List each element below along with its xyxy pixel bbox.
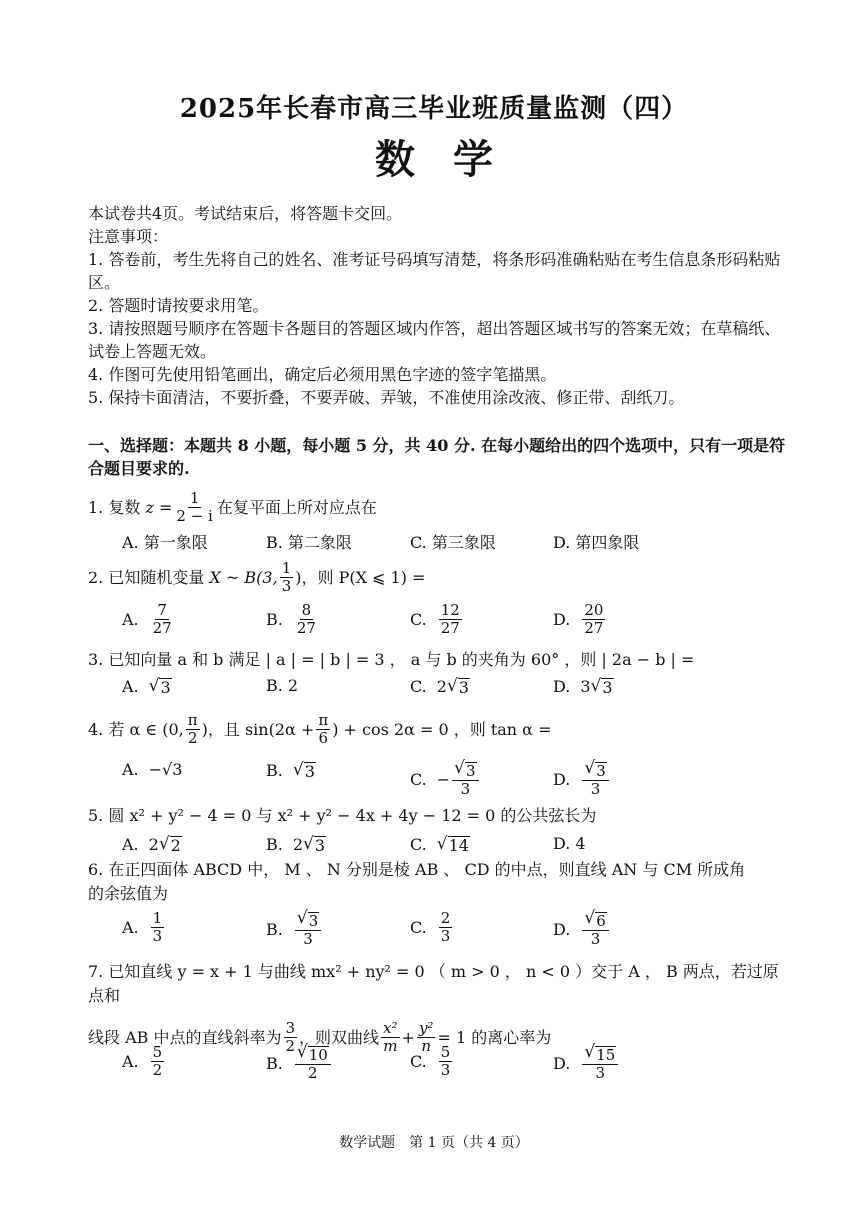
q4-c-den: 3 [460, 780, 471, 798]
q6-c-num: 2 [440, 909, 451, 927]
q2-expr: X ~ B(3, [209, 567, 278, 587]
q2-b-den: 27 [296, 619, 316, 637]
q3-option-d: D. 3 √ 3 [553, 676, 613, 697]
q2-prefix: 2. 已知随机变量 [88, 567, 205, 587]
notice-title: 注意事项： [88, 227, 169, 246]
q4-option-b: B. √ 3 [266, 760, 315, 781]
option-label: C. [410, 610, 427, 629]
q2-c-den: 27 [440, 619, 460, 637]
q1-option-b: B. 第二象限 [266, 533, 352, 552]
q4-b-radicand: 3 [304, 762, 315, 781]
option-label: B. [266, 919, 283, 939]
option-label: D. [553, 919, 571, 939]
q2-d-num: 20 [584, 601, 604, 619]
q2-d-den: 27 [584, 619, 604, 637]
q7-hx-num: x² [383, 1019, 398, 1037]
q6-a-num: 1 [152, 909, 163, 927]
q5-a-coef: 2 [148, 834, 159, 854]
q7-slope-den: 2 [285, 1037, 296, 1055]
option-label: D. [553, 610, 571, 629]
q6-line-2: 的余弦值为 [88, 884, 169, 903]
q4-option-d: D. √ 3 3 [553, 760, 611, 798]
q2-num: 1 [281, 559, 292, 577]
q1-prefix: 1. 复数 [88, 497, 141, 517]
q5-option-c: C. √ 14 [410, 834, 469, 855]
q7-option-a [122, 1044, 166, 1079]
q1-var: z = [145, 497, 173, 517]
q7-slope-num: 3 [285, 1019, 296, 1037]
q7-line-1: 7. 已知直线 y = x + 1 与曲线 mx² + ny² = 0 （ m > 0 ， n < 0 ）交于 A ， B 两点，若过原点和 [88, 962, 779, 1005]
q6-a-den: 3 [152, 927, 163, 945]
q1-option-a: A. 第一象限 [122, 533, 208, 552]
q5-b-radicand: 3 [314, 836, 326, 855]
option-label: A. [122, 610, 139, 629]
q1-stem: 在复平面上所对应点在 [216, 497, 377, 517]
question-2 [88, 560, 788, 595]
q2-a-den: 27 [152, 619, 172, 637]
q2-den: 3 [281, 577, 292, 595]
q5-option-a: A. 2 √ 2 [122, 834, 181, 855]
q4-prefix: 4. 若 α ∈ (0, [88, 719, 184, 739]
question-4 [88, 712, 788, 747]
q7-line2-post: = 1 的离心率为 [437, 1027, 552, 1047]
q7-line2-prefix: 线段 AB 中点的直线斜率为 [88, 1027, 282, 1047]
q6-option-c [410, 910, 454, 945]
q4-den: 2 [187, 729, 198, 747]
q4-c-sign: − [436, 769, 451, 789]
q7-d-num: 15 [596, 1046, 616, 1064]
q7-option-d: D. √ 15 3 [553, 1044, 620, 1082]
notice-item-3: 3. 请按照题号顺序在答题卡各题目的答题区域内作答，超出答题区域书写的答案无效；在草稿纸、试卷上答题无效。 [88, 319, 781, 361]
q7-option-c [410, 1044, 454, 1079]
q1-den: 2 − i [176, 507, 213, 525]
q4-option-c: C. − √ 3 3 [410, 760, 481, 798]
q2-option-c [410, 602, 464, 637]
question-7 [88, 960, 788, 1055]
q3-option-b [266, 676, 308, 695]
q7-a-den: 2 [152, 1061, 163, 1079]
q7-hy-den: n [421, 1037, 432, 1055]
q7-d-den: 3 [595, 1064, 606, 1082]
q4-option-a [122, 760, 182, 779]
q2-a-num: 7 [157, 601, 167, 619]
option-label: A. [122, 1052, 139, 1071]
q6-b-den: 3 [303, 930, 313, 948]
q4-den2: 6 [318, 729, 329, 747]
notice-item-4: 4. 作图可先使用铅笔画出，确定后必须用黑色字迹的签字笔描黑。 [88, 365, 557, 384]
q6-line-1: 6. 在正四面体 ABCD 中， M 、 N 分别是棱 AB 、 CD 的中点，则直线 AN 与 CM 所成角 [88, 860, 746, 879]
question-3: 3. 已知向量 a 和 b 满足 | a | = | b | = 3 ， a 与 b 的夹角为 60° ，则 | 2a − b | = [88, 650, 695, 669]
subject-title: 数学 [375, 136, 531, 183]
option-label: C. [410, 918, 427, 937]
q5-a-radicand: 2 [170, 836, 181, 855]
q7-b-num: 10 [308, 1046, 328, 1064]
q4-d-num: 3 [596, 762, 606, 780]
q4-a-value: −√3 [148, 760, 183, 779]
q7-c-den: 3 [440, 1061, 451, 1079]
option-label: A. [122, 760, 139, 779]
notice-item-5: 5. 保持卡面清洁，不要折叠，不要弄破、弄皱，不准使用涂改液、修正带、刮纸刀。 [88, 388, 685, 407]
option-label: B. [266, 834, 283, 854]
option-label: B. [266, 760, 283, 780]
option-label: C. [410, 676, 427, 696]
q4-num2: π [318, 711, 329, 729]
option-label: D. 4 [553, 834, 586, 853]
notice-item-2: 2. 答题时请按要求用笔。 [88, 296, 269, 315]
q2-stem: ，则 P(X ⩽ 1) = [301, 567, 426, 587]
q5-c-radicand: 14 [448, 836, 469, 855]
section-heading: 一、选择题：本题共 8 小题，每小题 5 分，共 40 分. 在每小题给出的四个选项中，只有一项是符合题目要求的. [88, 436, 786, 478]
q5-option-d [553, 834, 596, 853]
q1-num: 1 [189, 489, 200, 507]
q3-option-c: C. 2 √ 3 [410, 676, 469, 697]
q3-d-coef: 3 [580, 676, 591, 696]
q2-b-num: 8 [301, 601, 312, 619]
q4-stem: ) + cos 2α = 0 ，则 tan α = [332, 719, 552, 739]
q2-option-a [122, 602, 176, 637]
q6-option-a [122, 910, 166, 945]
q2-option-b [266, 602, 320, 637]
q2-option-d [553, 602, 607, 637]
option-label: B. [266, 1053, 283, 1073]
q3-d-radicand: 3 [602, 678, 613, 697]
notice-item-1: 1. 答卷前，考生先将自己的姓名、准考证号码填写清楚，将条形码准确粘贴在考生信息条形码粘贴区。 [88, 250, 781, 292]
q5-b-coef: 2 [292, 834, 304, 854]
option-label: B. [266, 610, 283, 629]
q7-c-num: 5 [440, 1043, 451, 1061]
q2-close: ) [295, 567, 302, 587]
q7-plus: + [401, 1027, 415, 1047]
q3-a-radicand: 3 [160, 678, 171, 697]
q1-fraction [174, 490, 214, 525]
q6-option-d: D. √ 6 3 [553, 910, 611, 948]
q4-mid: )，且 sin(2α + [201, 719, 315, 739]
page-footer: 数学试题 第 1 页（共 4 页） [339, 1135, 529, 1151]
exam-title: 2025年长春市高三毕业班质量监测（四） [179, 94, 689, 124]
q3-option-a: A. √ 3 [122, 676, 171, 697]
question-1 [88, 490, 788, 525]
q7-line2-mid: ，则双曲线 [299, 1027, 380, 1047]
q4-c-num: 3 [466, 762, 476, 780]
q7-b-den: 2 [308, 1064, 318, 1082]
q5-option-b: B. 2 √ 3 [266, 834, 326, 855]
option-label: D. [553, 769, 571, 789]
option-label: D. [553, 676, 571, 696]
question-5: 5. 圆 x² + y² − 4 = 0 与 x² + y² − 4x + 4y − 12 = 0 的公共弦长为 [88, 806, 597, 825]
q4-num: π [187, 711, 198, 729]
option-label: C. [410, 834, 427, 854]
q2-fraction [280, 560, 294, 595]
q3-c-coef: 2 [436, 676, 447, 696]
q6-d-num: 6 [596, 912, 606, 930]
q2-c-num: 12 [440, 601, 460, 619]
q7-hy-num: y² [418, 1019, 434, 1037]
q3-c-radicand: 3 [458, 678, 469, 697]
q6-d-den: 3 [590, 930, 601, 948]
option-label: C. [410, 769, 427, 789]
q4-d-den: 3 [590, 780, 601, 798]
option-label: A. [122, 918, 139, 937]
option-label: A. [122, 834, 139, 854]
question-6 [88, 858, 788, 906]
option-label: A. [122, 676, 139, 696]
q7-a-num: 5 [152, 1043, 163, 1061]
intro-line: 本试卷共4页。考试结束后，将答题卡交回。 [88, 204, 403, 223]
q1-option-d: D. 第四象限 [553, 533, 640, 552]
q1-option-c: C. 第三象限 [410, 533, 496, 552]
q6-option-b: B. √ 3 3 [266, 910, 323, 948]
option-label: B. 2 [266, 676, 299, 695]
q6-c-den: 3 [440, 927, 451, 945]
option-label: C. [410, 1052, 427, 1071]
q7-option-b: B. √ 10 2 [266, 1044, 333, 1082]
q7-hx-den: m [383, 1037, 398, 1055]
instructions [88, 202, 788, 409]
option-label: D. [553, 1053, 571, 1073]
q6-b-num: 3 [308, 912, 319, 930]
